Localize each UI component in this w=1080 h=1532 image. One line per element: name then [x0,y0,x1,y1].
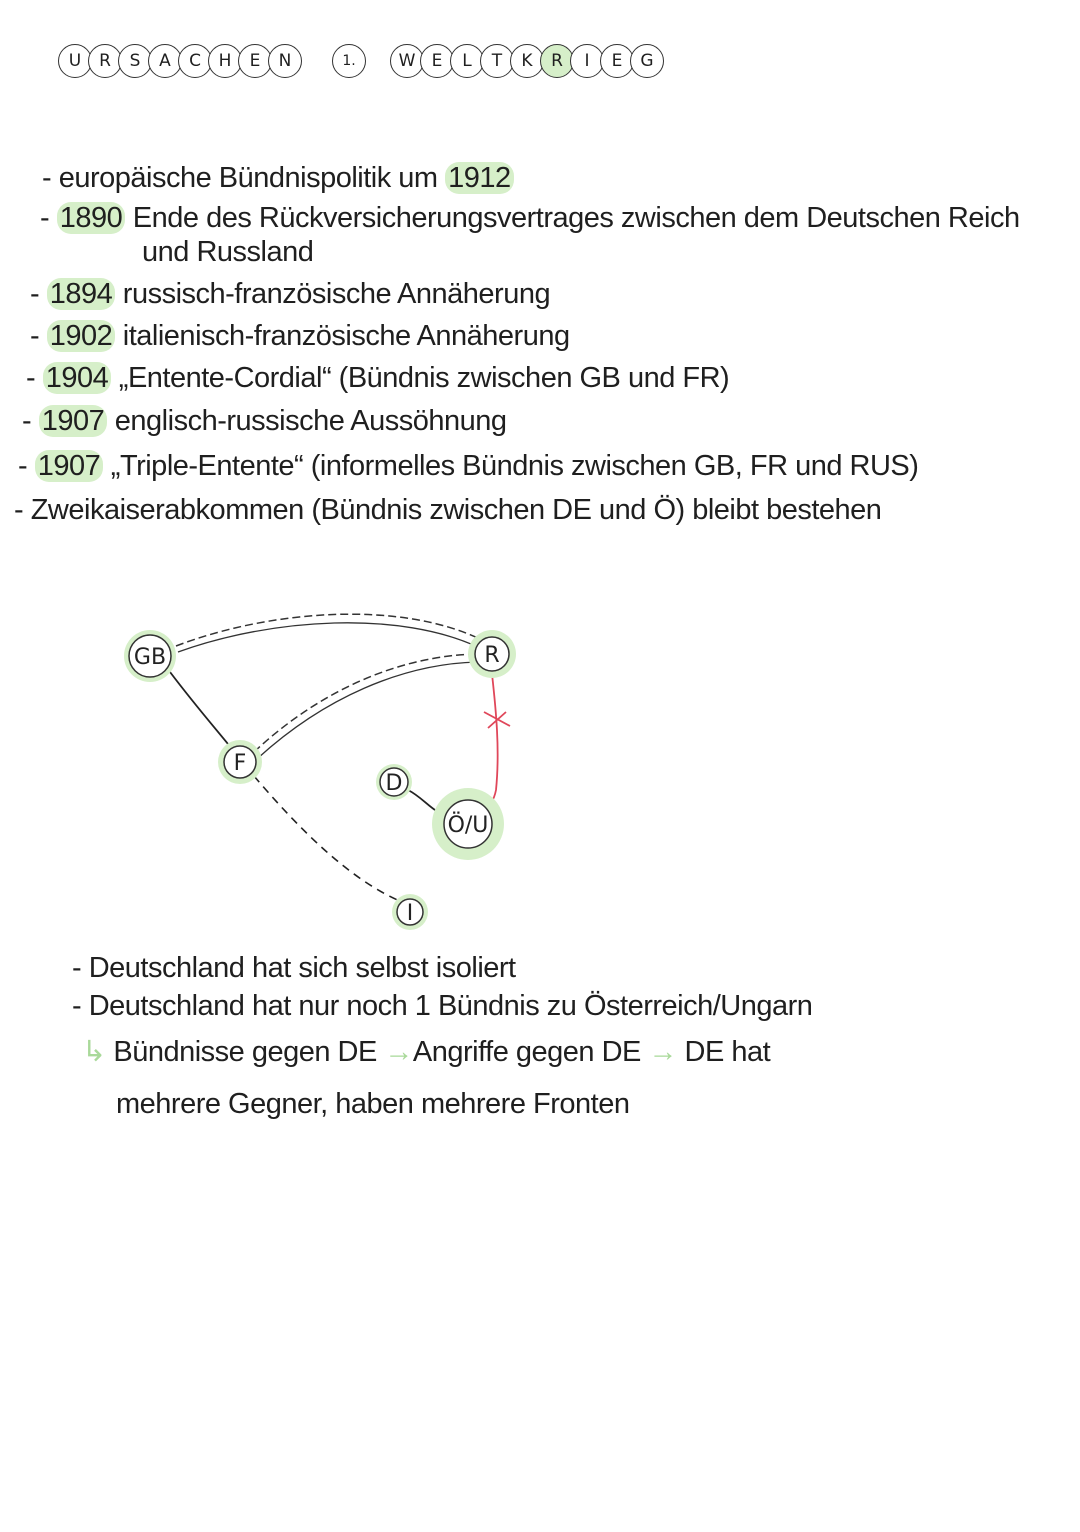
list-item: - 1907 englisch-russische Aussöhnung [22,405,507,437]
title-letter: S [118,44,152,78]
link-gb-r-inner [178,623,480,652]
note-line: - Deutschland hat sich selbst isoliert [72,952,516,984]
link-r-ou-broken [484,674,498,806]
year-highlight: 1890 [57,202,126,234]
title-letter: U [58,44,92,78]
svg-text:D: D [385,771,403,796]
svg-text:GB: GB [133,645,167,670]
title-letter: 1. [332,44,366,78]
link-gb-f [170,672,228,744]
node-gb [124,630,176,682]
note-line: mehrere Gegner, haben mehrere Fronten [116,1088,630,1120]
title-letter: E [600,44,634,78]
list-item: - 1890 Ende des Rückversicherungsvertrages zwischen dem Deutschen Reich [40,202,1020,234]
note-line-arrows: ↳ Bündnisse gegen DE →Angriffe gegen DE → DE hat [82,1036,771,1068]
title-letter: H [208,44,242,78]
title-letter: E [238,44,272,78]
list-item: - europäische Bündnispolitik um 1912 [42,162,514,195]
right-arrow-icon: → [648,1036,677,1068]
node-f [218,740,262,784]
note-line: - Deutschland hat nur noch 1 Bündnis zu Österreich/Ungarn [72,990,813,1022]
title-letter: C [178,44,212,78]
svg-text:F: F [233,751,247,776]
node-i [392,894,428,930]
link-f-i [254,776,402,902]
year-highlight: 1894 [47,278,116,310]
link-f-r-inner [258,662,477,758]
year-highlight: 1907 [35,450,104,482]
svg-text:Ö/U: Ö/U [447,813,489,838]
title-letter: R [540,44,574,78]
link-d-ou [408,790,438,812]
node-ou [432,788,504,860]
list-item: - 1894 russisch-französische Annäherung [30,278,551,310]
title-letter: N [268,44,302,78]
year-highlight: 1907 [39,405,108,437]
node-r [468,630,516,678]
link-f-r [254,654,476,752]
list-item: - 1904 „Entente-Cordial“ (Bündnis zwischen GB und FR) [26,362,730,394]
title-letter: R [88,44,122,78]
svg-text:I: I [406,901,414,926]
title-letter: G [630,44,664,78]
link-gb-r [176,614,482,646]
title-letter: T [480,44,514,78]
title-letter: W [390,44,424,78]
title-letter: I [570,44,604,78]
node-d [376,764,412,800]
right-arrow-icon: → [384,1036,413,1068]
year-highlight: 1904 [43,362,112,394]
list-item: - 1902 italienisch-französische Annäherung [30,320,570,352]
title-letter: E [420,44,454,78]
year-highlight: 1912 [445,162,514,194]
title-letter: L [450,44,484,78]
title-letter: A [148,44,182,78]
year-highlight: 1902 [47,320,116,352]
title-letter: K [510,44,544,78]
return-arrow-icon: ↳ [82,1036,106,1068]
list-item: - Zweikaiserabkommen (Bündnis zwischen DE und Ö) bleibt bestehen [14,494,882,526]
svg-text:R: R [484,643,500,668]
list-item: und Russland [142,236,314,268]
list-item: - 1907 „Triple-Entente“ (informelles Bündnis zwischen GB, FR und RUS) [18,450,919,482]
